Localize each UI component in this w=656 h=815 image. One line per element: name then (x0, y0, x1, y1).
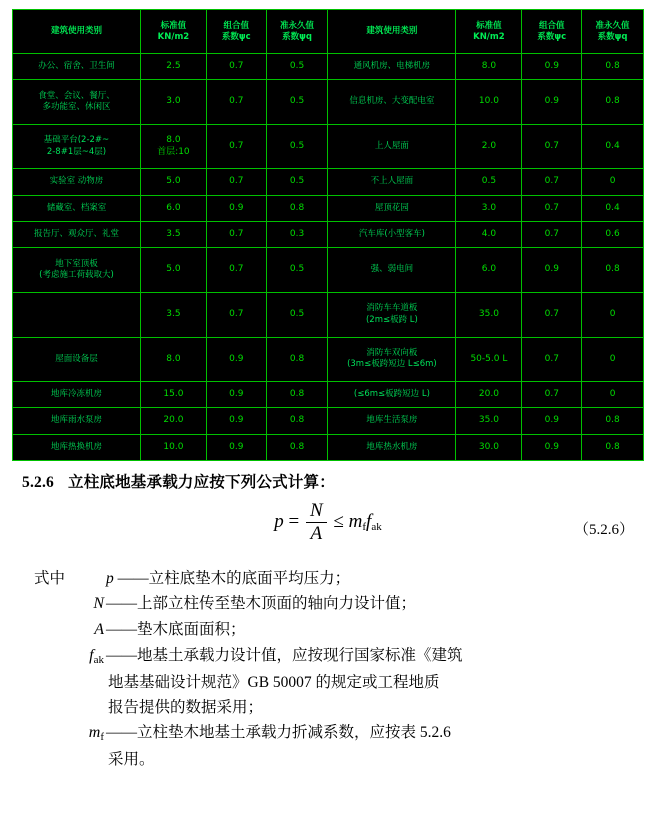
cell-usage-name: 实验室 动物房 (13, 169, 141, 195)
cell-standard-value: 35.0 (456, 292, 522, 337)
cell-usage-name: 不上人屋面 (328, 169, 456, 195)
table-row (13, 54, 644, 80)
cell-quasi-permanent-coeff: 0.8 (582, 54, 644, 80)
cell-quasi-permanent-coeff: 0.8 (582, 80, 644, 125)
cell-usage-name: 基础平台(2-2#~ 2-8#1层~4层) (13, 124, 141, 169)
formula-le: ≤ (333, 510, 344, 532)
cell-standard-value: 8.0 首层:10 (140, 124, 206, 169)
where-row (0, 617, 656, 643)
cell-standard-value: 20.0 (140, 408, 206, 434)
symbol-p: p (106, 570, 114, 587)
cell-standard-value: 5.0 (140, 169, 206, 195)
where-block (0, 566, 656, 772)
formula-fraction (306, 500, 327, 545)
clause-heading (22, 470, 656, 492)
cell-combination-coeff: 0.7 (206, 80, 266, 125)
cell-usage-name: 报告厅、观众厅、礼堂 (13, 222, 141, 248)
cell-quasi-permanent-coeff: 0.4 (582, 195, 644, 221)
definition-A: ——垫木底面面积； (106, 621, 246, 639)
cell-quasi-permanent-coeff: 0 (582, 169, 644, 195)
table-row (13, 408, 644, 434)
cell-quasi-permanent-coeff: 0.8 (266, 408, 328, 434)
cell-combination-coeff: 0.9 (206, 408, 266, 434)
cell-standard-value: 8.0 (456, 54, 522, 80)
cell-standard-value: 2.5 (140, 54, 206, 80)
symbol-mf (0, 720, 106, 747)
formula-row (0, 500, 656, 556)
cell-combination-coeff: 0.9 (206, 382, 266, 408)
cell-combination-coeff: 0.7 (522, 337, 582, 382)
cell-combination-coeff: 0.9 (522, 434, 582, 460)
symbol-mf-subscript: f (100, 730, 104, 743)
cell-quasi-permanent-coeff: 0 (582, 337, 644, 382)
cell-combination-coeff: 0.7 (522, 222, 582, 248)
column-header-standard: 标准值 KN/m2 (456, 10, 522, 54)
cell-combination-coeff: 0.9 (522, 248, 582, 293)
table-row (13, 248, 644, 293)
cell-standard-value: 3.5 (140, 292, 206, 337)
cell-quasi-permanent-coeff: 0.4 (582, 124, 644, 169)
cell-usage-name: 地库雨水泵房 (13, 408, 141, 434)
column-header-combination: 组合值 系数ψc (522, 10, 582, 54)
symbol-fak (0, 643, 106, 670)
cell-combination-coeff: 0.7 (206, 124, 266, 169)
table-row (13, 292, 644, 337)
cell-combination-coeff: 0.9 (522, 54, 582, 80)
definition-mf: ——立柱垫木地基土承载力折减系数，应按表 5.2.6 (106, 723, 451, 741)
column-header-combination: 组合值 系数ψc (206, 10, 266, 54)
column-header-usage: 建筑使用类别 (328, 10, 456, 54)
cell-combination-coeff: 0.9 (206, 434, 266, 460)
cell-quasi-permanent-coeff: 0.6 (582, 222, 644, 248)
cell-usage-name: 汽车库(小型客车) (328, 222, 456, 248)
cell-quasi-permanent-coeff: 0.5 (266, 54, 328, 80)
cell-standard-value: 6.0 (456, 248, 522, 293)
definition-fak-cont-2: 报告提供的数据采用； (108, 698, 264, 716)
clause-title: 立柱底地基承载力应按下列公式计算： (68, 474, 335, 491)
cell-quasi-permanent-coeff: 0.8 (582, 248, 644, 293)
formula-m: m (348, 510, 363, 532)
where-row (0, 720, 656, 747)
definition-fak: ——地基土承载力设计值，应按现行国家标准《建筑 (106, 646, 463, 664)
cell-combination-coeff: 0.7 (206, 169, 266, 195)
symbol-fak-base: f (89, 646, 94, 664)
cell-combination-coeff: 0.7 (206, 222, 266, 248)
table-row (13, 382, 644, 408)
cell-usage-name: 信息机房、大变配电室 (328, 80, 456, 125)
cell-standard-value: 15.0 (140, 382, 206, 408)
cell-combination-coeff: 0.9 (522, 408, 582, 434)
cell-quasi-permanent-coeff: 0.8 (266, 195, 328, 221)
cell-combination-coeff: 0.7 (522, 124, 582, 169)
cell-usage-name: (≤6m≤板跨短边 L) (328, 382, 456, 408)
symbol-A: A (94, 621, 104, 639)
definition-p: ——立柱底垫木的底面平均压力； (117, 570, 351, 587)
load-table-container (12, 9, 644, 461)
table-header-row (13, 10, 644, 54)
cell-standard-value: 0.5 (456, 169, 522, 195)
cell-quasi-permanent-coeff: 0.5 (266, 124, 328, 169)
cell-standard-value: 30.0 (456, 434, 522, 460)
cell-standard-value: 8.0 (140, 337, 206, 382)
formula-expression (0, 500, 656, 545)
formula-m-subscript: f (362, 520, 367, 533)
cell-usage-name: 上人屋面 (328, 124, 456, 169)
formula-p: p (274, 510, 284, 532)
where-row (0, 591, 656, 617)
table-row (13, 195, 644, 221)
column-header-usage: 建筑使用类别 (13, 10, 141, 54)
cell-quasi-permanent-coeff: 0.8 (582, 408, 644, 434)
cell-quasi-permanent-coeff: 0 (582, 382, 644, 408)
formula-f: f (366, 510, 372, 532)
cell-quasi-permanent-coeff: 0.8 (266, 434, 328, 460)
cell-usage-name: 食堂、会议、餐厅、 多功能室、休闲区 (13, 80, 141, 125)
cell-usage-name: 屋顶花园 (328, 195, 456, 221)
column-header-quasi-permanent: 准永久值 系数ψq (582, 10, 644, 54)
cell-standard-value: 35.0 (456, 408, 522, 434)
table-row (13, 80, 644, 125)
cell-standard-value: 4.0 (456, 222, 522, 248)
definition-fak-cont-1: 地基基础设计规范》GB 50007 的规定或工程地质 (108, 673, 440, 691)
cell-quasi-permanent-coeff: 0.3 (266, 222, 328, 248)
table-row (13, 337, 644, 382)
cell-combination-coeff: 0.7 (206, 54, 266, 80)
column-header-standard: 标准值 KN/m2 (140, 10, 206, 54)
cell-standard-value: 2.0 (456, 124, 522, 169)
cell-usage-name (13, 292, 141, 337)
cell-combination-coeff: 0.7 (522, 292, 582, 337)
cell-combination-coeff: 0.7 (522, 382, 582, 408)
cell-quasi-permanent-coeff: 0.5 (266, 80, 328, 125)
cell-quasi-permanent-coeff: 0.8 (266, 337, 328, 382)
cell-standard-value: 20.0 (456, 382, 522, 408)
cell-quasi-permanent-coeff: 0.8 (266, 382, 328, 408)
table-row (13, 124, 644, 169)
cell-quasi-permanent-coeff: 0.8 (582, 434, 644, 460)
building-usage-load-table (12, 9, 644, 461)
symbol-fak-subscript: ak (93, 653, 104, 666)
formula-numerator: N (306, 500, 327, 523)
symbol-N: N (93, 595, 104, 613)
cell-usage-name: 地库冷冻机房 (13, 382, 141, 408)
column-header-quasi-permanent: 准永久值 系数ψq (266, 10, 328, 54)
where-row (0, 566, 656, 591)
cell-combination-coeff: 0.9 (206, 337, 266, 382)
cell-standard-value: 50-5.0 L (456, 337, 522, 382)
cell-combination-coeff: 0.7 (522, 169, 582, 195)
cell-combination-coeff: 0.9 (206, 195, 266, 221)
definition-mf-cont-1: 采用。 (108, 750, 155, 768)
document-body (0, 470, 656, 772)
cell-combination-coeff: 0.9 (522, 80, 582, 125)
cell-quasi-permanent-coeff: 0.5 (266, 292, 328, 337)
cell-usage-name: 消防车车道板 (2m≤板跨 L) (328, 292, 456, 337)
table-row (13, 434, 644, 460)
cell-quasi-permanent-coeff: 0.5 (266, 248, 328, 293)
cell-combination-coeff: 0.7 (206, 292, 266, 337)
cell-usage-name: 屋面设备层 (13, 337, 141, 382)
cell-combination-coeff: 0.7 (522, 195, 582, 221)
cell-standard-value: 10.0 (456, 80, 522, 125)
cell-standard-value: 6.0 (140, 195, 206, 221)
cell-standard-value: 10.0 (140, 434, 206, 460)
table-row (13, 222, 644, 248)
cell-usage-name: 办公、宿舍、卫生间 (13, 54, 141, 80)
formula-number: （5.2.6） (573, 522, 634, 538)
cell-usage-name: 消防车双向板 (3m≤板跨短边 L≤6m) (328, 337, 456, 382)
cell-usage-name: 地下室顶板 (考虑施工荷载取大) (13, 248, 141, 293)
where-row (0, 643, 656, 670)
where-lead-label: 式中 (34, 570, 66, 587)
cell-combination-coeff: 0.7 (206, 248, 266, 293)
cell-usage-name: 地库热换机房 (13, 434, 141, 460)
cell-standard-value: 5.0 (140, 248, 206, 293)
table-body (13, 10, 644, 461)
formula-denominator: A (310, 523, 323, 544)
cell-standard-value: 3.5 (140, 222, 206, 248)
formula-f-subscript: ak (371, 520, 382, 533)
formula-equals: = (288, 510, 300, 532)
cell-usage-name: 通风机房、电梯机房 (328, 54, 456, 80)
table-row (13, 169, 644, 195)
cell-standard-value: 3.0 (456, 195, 522, 221)
definition-N: ——上部立柱传至垫木顶面的轴向力设计值； (106, 595, 417, 613)
symbol-mf-base: m (88, 723, 101, 741)
where-first-entry (106, 566, 656, 591)
cell-usage-name: 地库热水机房 (328, 434, 456, 460)
cell-standard-value: 3.0 (140, 80, 206, 125)
clause-number: 5.2.6 (22, 474, 54, 491)
cell-usage-name: 地库生活泵房 (328, 408, 456, 434)
cell-usage-name: 储藏室、档案室 (13, 195, 141, 221)
cell-quasi-permanent-coeff: 0 (582, 292, 644, 337)
cell-usage-name: 强、弱电间 (328, 248, 456, 293)
cell-quasi-permanent-coeff: 0.5 (266, 169, 328, 195)
